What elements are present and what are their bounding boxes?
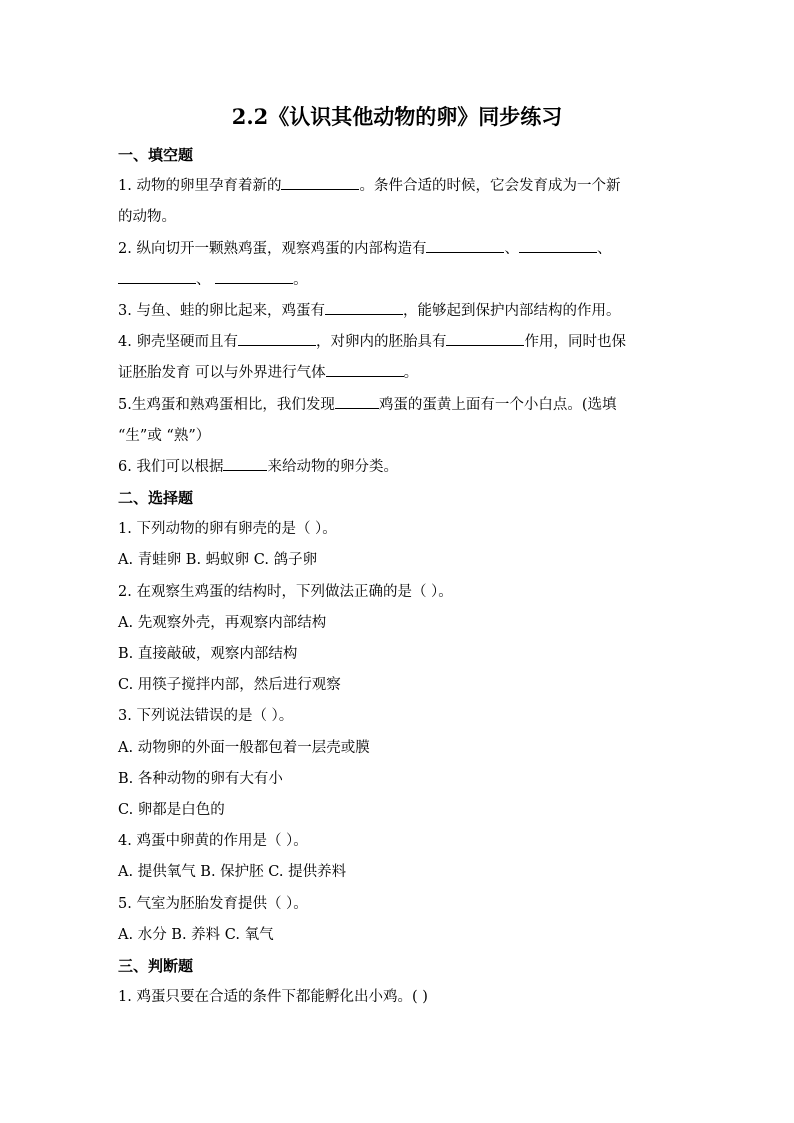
answer-blank[interactable] <box>426 237 504 253</box>
question-1-1-cont: 的动物。 <box>118 209 176 226</box>
question-1-4: 4. 卵壳坚硬而且有 ，对卵内的胚胎具有 作用，同时也保 <box>118 327 678 358</box>
question-1-5-cont: “生”或 “熟”） <box>118 427 211 444</box>
choice-line: 4. 鸡蛋中卵黄的作用是（ ）。 <box>118 833 308 850</box>
question-1-2: 2. 纵向切开一颗熟鸡蛋，观察鸡蛋的内部构造有 、 、 <box>118 234 678 265</box>
choice-line: C. 用筷子搅拌内部，然后进行观察 <box>118 677 341 694</box>
answer-blank[interactable] <box>335 393 379 409</box>
answer-blank[interactable] <box>446 330 524 346</box>
choice-line: 1. 下列动物的卵有卵壳的是（ ）。 <box>118 521 337 538</box>
answer-blank[interactable] <box>118 268 196 284</box>
choice-line: A. 青蛙卵 B. 蚂蚁卵 C. 鸽子卵 <box>118 552 318 569</box>
choice-line: 5. 气室为胚胎发育提供（ ）。 <box>118 895 308 912</box>
choice-line: 2. 在观察生鸡蛋的结构时，下列做法正确的是（ ）。 <box>118 583 453 600</box>
section-heading-true-false: 三、判断题 <box>118 956 194 975</box>
answer-blank[interactable] <box>281 174 359 190</box>
choice-line: A. 先观察外壳，再观察内部结构 <box>118 614 327 631</box>
question-1-6: 6. 我们可以根据 来给动物的卵分类。 <box>118 452 678 483</box>
choice-line: C. 卵都是白色的 <box>118 801 225 818</box>
choice-line: 3. 下列说法错误的是（ ）。 <box>118 708 294 725</box>
judge-line: 1. 鸡蛋只要在合适的条件下都能孵化出小鸡。( ) <box>118 989 428 1006</box>
choice-line: A. 动物卵的外面一般都包着一层壳或膜 <box>118 739 370 756</box>
section-heading-multiple-choice: 二、选择题 <box>118 489 194 508</box>
choice-line: B. 直接敲破，观察内部结构 <box>118 646 298 662</box>
document-title: 2.2《认识其他动物的卵》同步练习 <box>231 104 563 129</box>
question-1-4-cont: 证胚胎发育 可以与外界进行气体 。 <box>118 358 678 389</box>
answer-blank[interactable] <box>326 361 404 377</box>
choice-line: B. 各种动物的卵有大有小 <box>118 770 283 787</box>
document-body <box>118 140 678 1013</box>
answer-blank[interactable] <box>325 299 403 315</box>
choice-line: A. 水分 B. 养料 C. 氧气 <box>118 926 274 943</box>
question-1-1: 1. 动物的卵里孕育着新的 。条件合适的时候，它会发育成为一个新 <box>118 171 678 202</box>
answer-blank[interactable] <box>238 330 316 346</box>
answer-blank[interactable] <box>215 268 293 284</box>
section-heading-fill-blank: 一、填空题 <box>118 146 194 164</box>
choice-line: A. 提供氧气 B. 保护胚 C. 提供养料 <box>118 864 347 881</box>
answer-blank[interactable] <box>519 237 597 253</box>
answer-blank[interactable] <box>223 455 267 471</box>
question-1-5: 5.生鸡蛋和熟鸡蛋相比，我们发现 鸡蛋的蛋黄上面有一个小白点。(选填 <box>118 390 678 421</box>
question-1-3: 3. 与鱼、蛙的卵比起来，鸡蛋有 ，能够起到保护内部结构的作用。 <box>118 296 678 327</box>
question-1-2-cont: 、 。 <box>118 265 678 296</box>
